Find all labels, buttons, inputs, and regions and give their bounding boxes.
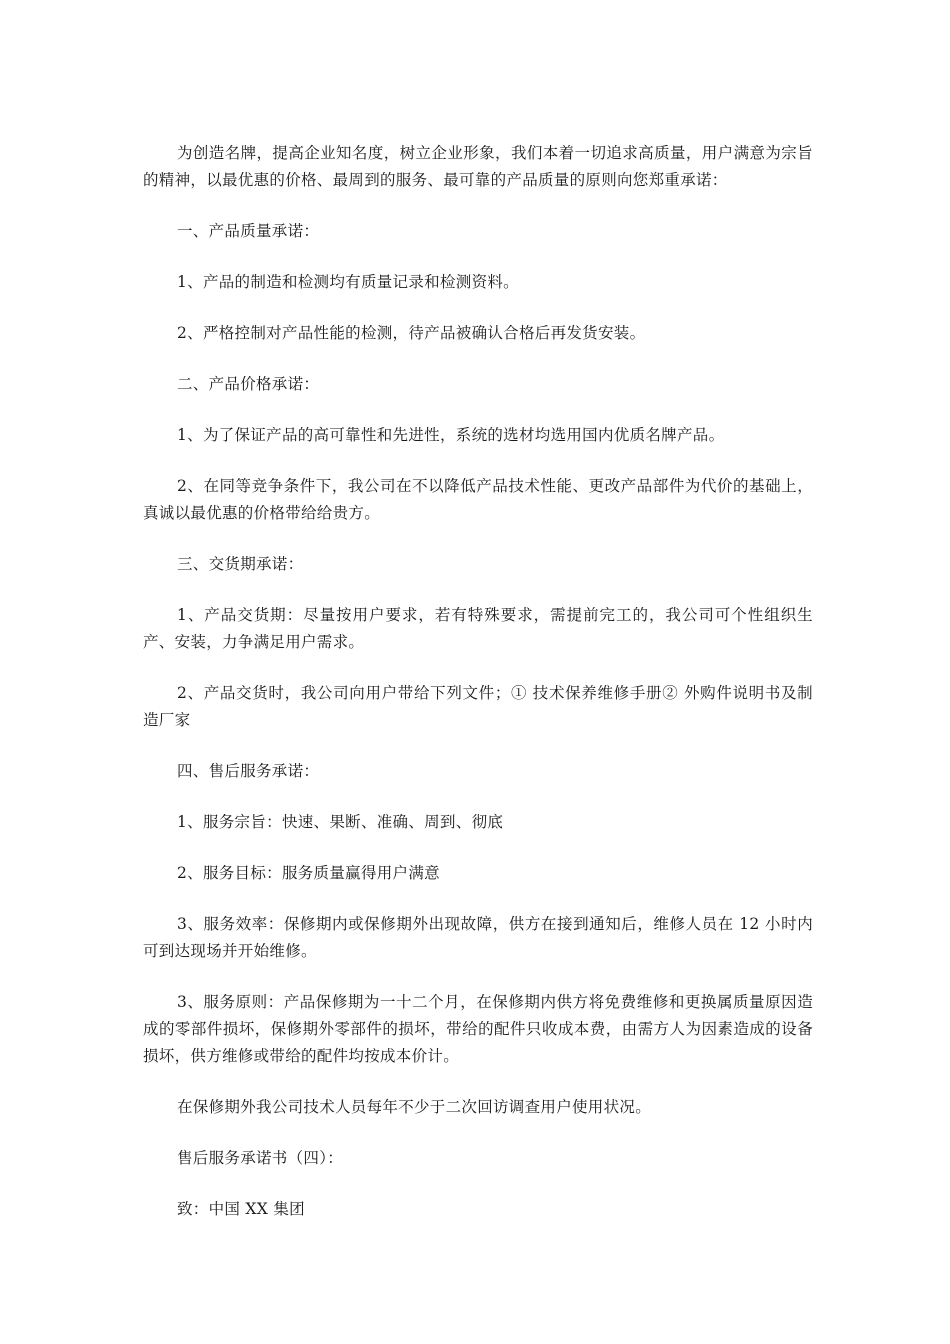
list-item-service-4: 3、服务原则：产品保修期为一十二个月，在保修期内供方将免费维修和更换属质量原因造成的零部件损坏，保修期外零部件的损坏，带给的配件只收成本费，由需方人为因素造成的设备损坏，供方维修或带给的配件均按成本价计。 [143,993,813,1065]
list-item-service-1: 1、服务宗旨：快速、果断、准确、周到、彻底 [177,813,504,831]
list-item-delivery-2: 2、产品交货时，我公司向用户带给下列文件；① 技术保养维修手册② 外购件说明书及制造厂家 [143,684,813,729]
letter-title: 售后服务承诺书（四）： [177,1149,344,1167]
list-item-service-3: 3、服务效率：保修期内或保修期外出现故障，供方在接到通知后，维修人员在 12 小时内可到达现场并开始维修。 [143,915,813,960]
section-heading-service: 四、售后服务承诺： [177,762,320,780]
list-item-price-2: 2、在同等竞争条件下，我公司在不以降低产品技术性能、更改产品部件为代价的基础上，真诚以最优惠的价格带给给贵方。 [143,477,813,522]
section-heading-delivery: 三、交货期承诺： [177,555,304,573]
followup-paragraph: 在保修期外我公司技术人员每年不少于二次回访调查用户使用状况。 [177,1098,652,1116]
list-item-quality-1: 1、产品的制造和检测均有质量记录和检测资料。 [177,273,519,291]
list-item-delivery-1: 1、产品交货期：尽量按用户要求，若有特殊要求，需提前完工的，我公司可个性组织生产、安装，力争满足用户需求。 [143,606,813,651]
section-heading-quality: 一、产品质量承诺： [177,222,320,240]
list-item-price-1: 1、为了保证产品的高可靠性和先进性，系统的选材均选用国内优质名牌产品。 [177,426,725,444]
letter-recipient: 致：中国 XX 集团 [177,1200,305,1218]
list-item-quality-2: 2、严格控制对产品性能的检测，待产品被确认合格后再发货安装。 [177,324,646,342]
document-body [143,140,813,1247]
list-item-service-2: 2、服务目标：服务质量赢得用户满意 [177,864,440,882]
intro-paragraph: 为创造名牌，提高企业知名度，树立企业形象，我们本着一切追求高质量，用户满意为宗旨的精神，以最优惠的价格、最周到的服务、最可靠的产品质量的原则向您郑重承诺： [143,144,813,189]
section-heading-price: 二、产品价格承诺： [177,375,320,393]
